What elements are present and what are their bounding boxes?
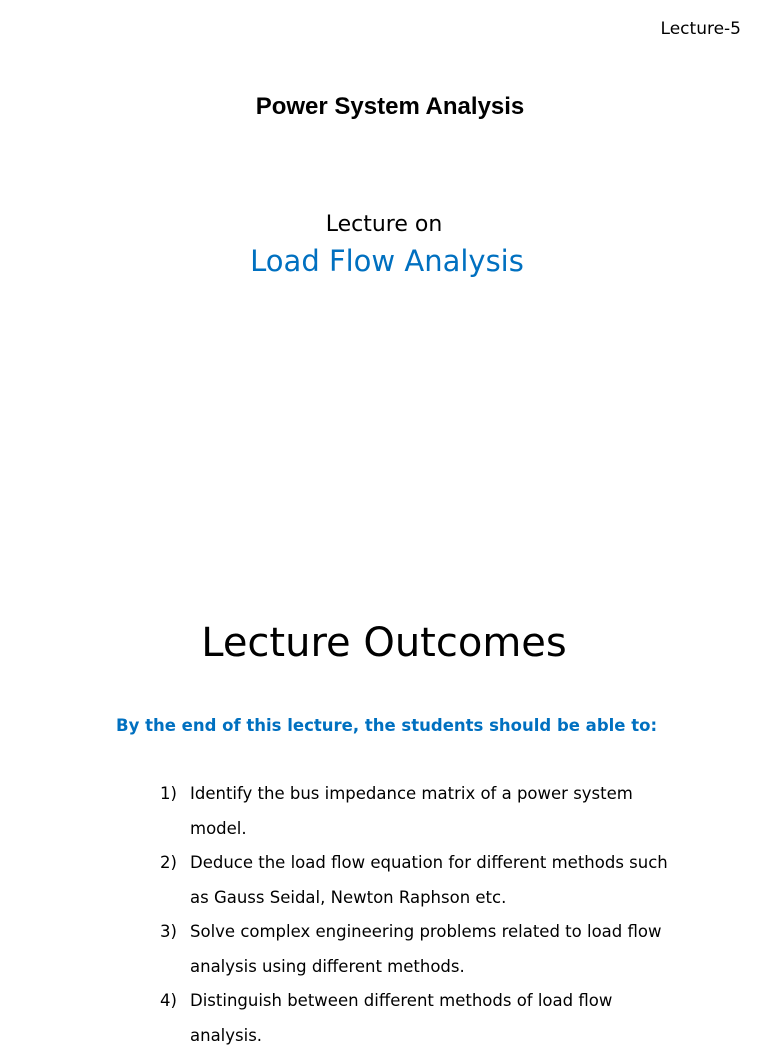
outcomes-list <box>160 777 680 1053</box>
lecture-intro: Lecture on <box>325 212 443 237</box>
outcome-number: 3) <box>160 922 177 941</box>
outcome-item <box>160 846 680 915</box>
outcome-number: 2) <box>160 853 177 872</box>
lecture-number: Lecture-5 <box>660 19 741 39</box>
outcome-item <box>160 984 680 1053</box>
outcome-text: Solve complex engineering problems related to load flow analysis using different methods. <box>190 922 662 976</box>
outcomes-intro: By the end of this lecture, the students should be able to: <box>116 716 658 735</box>
outcome-number: 4) <box>160 991 177 1010</box>
outcomes-heading: Lecture Outcomes <box>201 620 567 666</box>
outcome-text: Deduce the load flow equation for different methods such as Gauss Seidal, Newton Raphson etc. <box>190 853 668 907</box>
outcome-text: Identify the bus impedance matrix of a power system model. <box>190 784 633 838</box>
outcome-item <box>160 915 680 984</box>
outcome-text: Distinguish between different methods of load flow analysis. <box>190 991 613 1045</box>
course-title: Power System Analysis <box>255 93 525 120</box>
outcome-number: 1) <box>160 784 177 803</box>
lecture-topic: Load Flow Analysis <box>250 244 524 278</box>
outcome-item <box>160 777 680 846</box>
